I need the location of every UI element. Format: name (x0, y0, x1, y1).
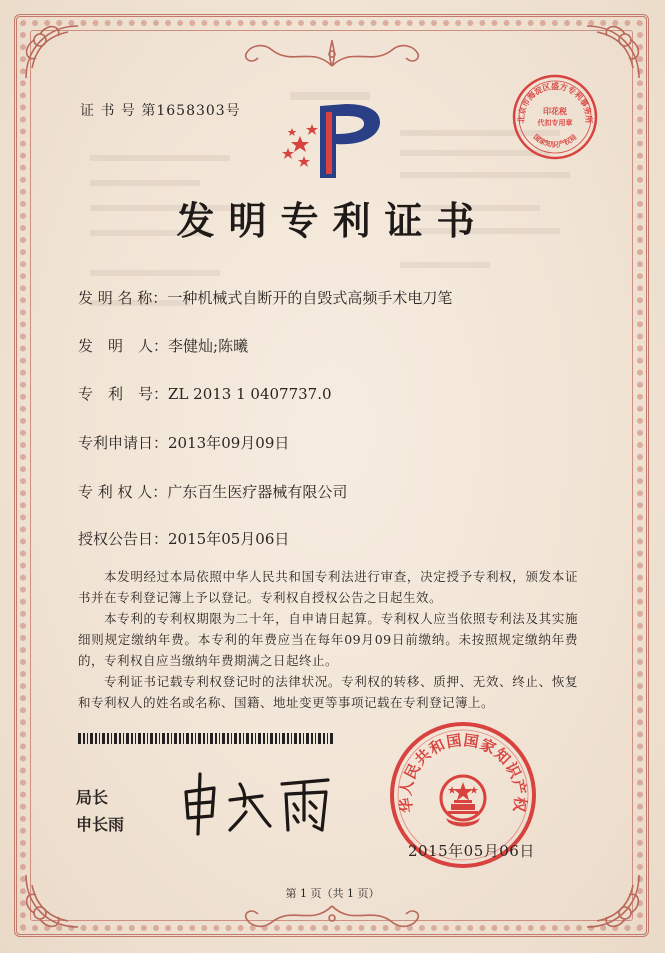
grant-date-row (78, 528, 289, 549)
certificate-title: 发明专利证书 (176, 198, 489, 243)
top-ornament (232, 36, 432, 72)
barcode (78, 733, 336, 744)
filing-date-label: 专利申请日： (78, 434, 169, 452)
bottom-ornament (232, 900, 432, 936)
grant-date-label: 授权公告日： (78, 530, 169, 548)
small-seal-bottom-text: 国家知识产权局 (531, 132, 579, 149)
corner-ornament-top-left (18, 18, 88, 88)
director-title: 局长 (76, 788, 109, 807)
page-number: 第 1 页（共 1 页） (285, 887, 380, 900)
patent-number-label: 专 利 号： (78, 385, 169, 403)
svg-text:中华人民共和国国家知识产权局 (388, 720, 529, 814)
patentee-label: 专 利 权 人： (78, 483, 168, 501)
patent-number-value: ZL 2013 1 0407737.0 (168, 385, 332, 403)
inventor-label: 发 明 人： (78, 337, 169, 355)
small-seal-arc-text: 北京市海淀区盛方专利事务所 (516, 81, 594, 124)
invention-name-value: 一种机械式自断开的自毁式高频手术电刀笔 (167, 289, 453, 307)
certificate-number: 证 书 号 第1658303号 (80, 103, 241, 119)
official-seal-text: 华人民共和国国家知识产权 (396, 731, 530, 814)
patent-number-row (78, 383, 332, 404)
national-emblem-icon (441, 776, 485, 827)
inventor-row (78, 335, 248, 356)
patentee-row (78, 481, 347, 502)
filing-date-row (78, 432, 289, 453)
grant-date-value: 2015年05月06日 (168, 530, 290, 548)
body-paragraph-2: 本专利的专利权期限为二十年，自申请日起算。专利权人应当依照专利法及其实施细则规定缴纳年费。本专利的年费应当在每年09月09日前缴纳。未按照规定缴纳年费的，专利权自应当缴纳年费期满之日起终止。 (78, 611, 578, 668)
tax-stamp-seal (510, 72, 600, 166)
seal-date: 2015年05月06日 (408, 842, 535, 860)
svg-text:代扣专用章: 代扣专用章 (537, 119, 573, 127)
handwritten-signature (178, 770, 338, 844)
patent-office-logo-icon (280, 100, 390, 189)
invention-name-label: 发 明 名 称： (78, 289, 168, 307)
director-name: 申长雨 (76, 815, 125, 834)
inventor-value: 李健灿;陈曦 (168, 337, 249, 355)
patentee-value: 广东百生医疗器械有限公司 (167, 483, 348, 501)
filing-date-value: 2013年09月09日 (168, 434, 290, 452)
invention-name-row (78, 287, 452, 308)
body-paragraph-3: 专利证书记载专利权登记时的法律状况。专利权的转移、质押、无效、终止、恢复和专利权人的姓名或名称、国籍、地址变更等事项记载在专利登记簿上。 (78, 674, 578, 710)
svg-text:国家知识产权局 (532, 132, 579, 149)
body-paragraph-1: 本发明经过本局依照中华人民共和国专利法进行审查，决定授予专利权，颁发本证书并在专利登记簿上予以登记。专利权自授权公告之日起生效。 (78, 569, 578, 605)
svg-text:印花税: 印花税 (543, 107, 567, 116)
